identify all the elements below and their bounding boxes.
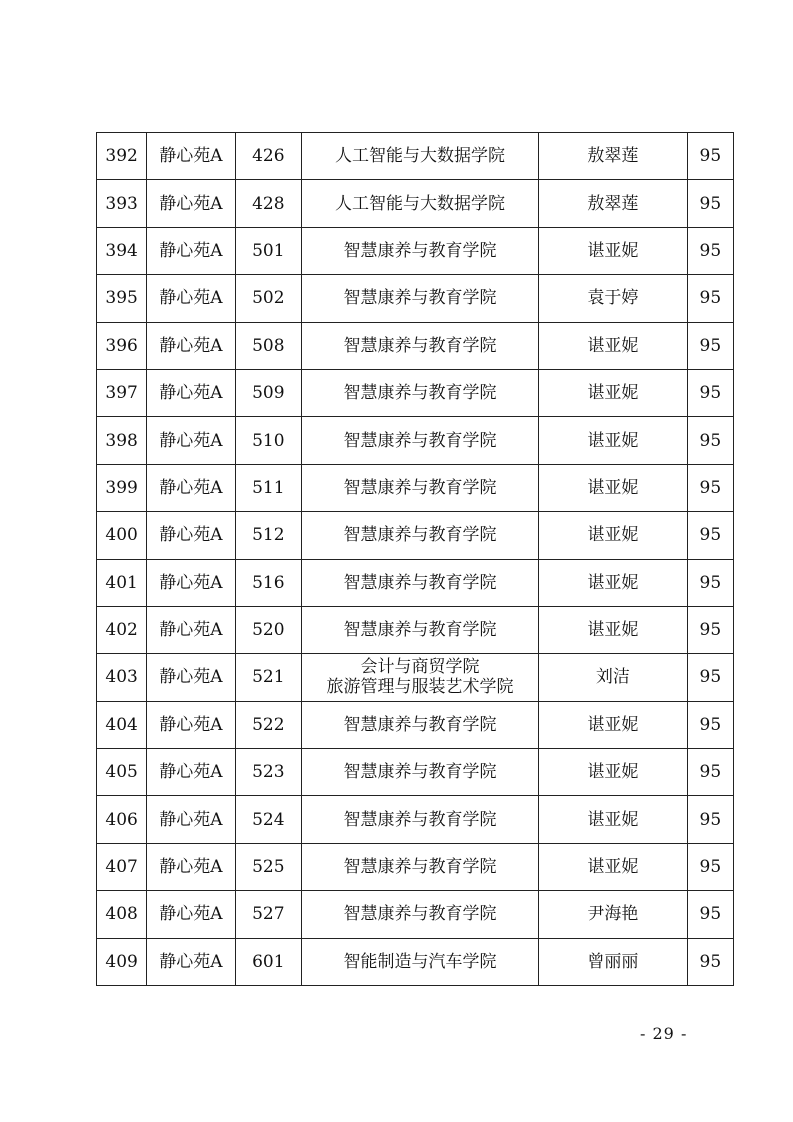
score-cell: 95 bbox=[687, 559, 733, 606]
row-number-cell: 392 bbox=[97, 133, 147, 180]
person-name-cell: 谌亚妮 bbox=[539, 701, 688, 748]
college-cell bbox=[301, 133, 538, 180]
dormitory-score-table bbox=[96, 132, 734, 986]
person-name-cell: 谌亚妮 bbox=[539, 749, 688, 796]
person-name-cell: 敖翠莲 bbox=[539, 180, 688, 227]
building-cell: 静心苑A bbox=[147, 464, 235, 511]
room-cell: 509 bbox=[235, 369, 301, 416]
row-number-cell: 397 bbox=[97, 369, 147, 416]
dormitory-score-table-wrapper bbox=[96, 132, 734, 986]
table-row bbox=[97, 417, 734, 464]
score-cell: 95 bbox=[687, 133, 733, 180]
room-cell: 512 bbox=[235, 512, 301, 559]
score-cell: 95 bbox=[687, 606, 733, 653]
row-number-cell: 401 bbox=[97, 559, 147, 606]
building-cell: 静心苑A bbox=[147, 369, 235, 416]
college-name: 智慧康养与教育学院 bbox=[343, 288, 497, 309]
college-cell bbox=[301, 796, 538, 843]
building-cell: 静心苑A bbox=[147, 512, 235, 559]
college-cell bbox=[301, 180, 538, 227]
room-cell: 502 bbox=[235, 275, 301, 322]
person-name-cell: 谌亚妮 bbox=[539, 559, 688, 606]
room-cell: 601 bbox=[235, 938, 301, 985]
room-cell: 501 bbox=[235, 227, 301, 274]
college-name: 智慧康养与教育学院 bbox=[343, 240, 497, 261]
person-name-cell: 谌亚妮 bbox=[539, 417, 688, 464]
score-cell: 95 bbox=[687, 512, 733, 559]
college-cell bbox=[301, 322, 538, 369]
row-number-cell: 394 bbox=[97, 227, 147, 274]
room-cell: 511 bbox=[235, 464, 301, 511]
room-cell: 428 bbox=[235, 180, 301, 227]
person-name-cell: 谌亚妮 bbox=[539, 464, 688, 511]
college-cell bbox=[301, 559, 538, 606]
table-row bbox=[97, 891, 734, 938]
room-cell: 508 bbox=[235, 322, 301, 369]
row-number-cell: 406 bbox=[97, 796, 147, 843]
table-row bbox=[97, 701, 734, 748]
building-cell: 静心苑A bbox=[147, 133, 235, 180]
table-row bbox=[97, 559, 734, 606]
person-name-cell: 谌亚妮 bbox=[539, 322, 688, 369]
row-number-cell: 396 bbox=[97, 322, 147, 369]
page-number: - 29 - bbox=[640, 1024, 688, 1043]
table-row bbox=[97, 227, 734, 274]
person-name-cell: 谌亚妮 bbox=[539, 843, 688, 890]
person-name-cell: 谌亚妮 bbox=[539, 512, 688, 559]
table-row bbox=[97, 606, 734, 653]
room-cell: 516 bbox=[235, 559, 301, 606]
college-name: 智慧康养与教育学院 bbox=[343, 572, 497, 593]
room-cell: 525 bbox=[235, 843, 301, 890]
building-cell: 静心苑A bbox=[147, 559, 235, 606]
college-name: 智慧康养与教育学院 bbox=[343, 477, 497, 498]
building-cell: 静心苑A bbox=[147, 796, 235, 843]
college-cell bbox=[301, 227, 538, 274]
row-number-cell: 400 bbox=[97, 512, 147, 559]
room-cell: 426 bbox=[235, 133, 301, 180]
building-cell: 静心苑A bbox=[147, 701, 235, 748]
row-number-cell: 402 bbox=[97, 606, 147, 653]
table-row bbox=[97, 843, 734, 890]
table-row bbox=[97, 133, 734, 180]
person-name-cell: 刘洁 bbox=[539, 654, 688, 701]
row-number-cell: 404 bbox=[97, 701, 147, 748]
college-cell bbox=[301, 417, 538, 464]
row-number-cell: 407 bbox=[97, 843, 147, 890]
table-body bbox=[97, 133, 734, 986]
college-name: 智慧康养与教育学院 bbox=[343, 857, 497, 878]
college-name: 智慧康养与教育学院 bbox=[343, 620, 497, 641]
room-cell: 520 bbox=[235, 606, 301, 653]
building-cell: 静心苑A bbox=[147, 180, 235, 227]
college-cell bbox=[301, 938, 538, 985]
college-cell bbox=[301, 464, 538, 511]
table-row bbox=[97, 796, 734, 843]
row-number-cell: 405 bbox=[97, 749, 147, 796]
table-row bbox=[97, 464, 734, 511]
college-name: 人工智能与大数据学院 bbox=[334, 146, 505, 167]
college-name: 智慧康养与教育学院 bbox=[343, 525, 497, 546]
row-number-cell: 395 bbox=[97, 275, 147, 322]
score-cell: 95 bbox=[687, 891, 733, 938]
row-number-cell: 393 bbox=[97, 180, 147, 227]
row-number-cell: 399 bbox=[97, 464, 147, 511]
person-name-cell: 袁于婷 bbox=[539, 275, 688, 322]
room-cell: 521 bbox=[235, 654, 301, 701]
college-name: 智慧康养与教育学院 bbox=[343, 762, 497, 783]
college-name: 智能制造与汽车学院 bbox=[343, 951, 497, 972]
person-name-cell: 谌亚妮 bbox=[539, 227, 688, 274]
person-name-cell: 敖翠莲 bbox=[539, 133, 688, 180]
college-name: 旅游管理与服装艺术学院 bbox=[326, 677, 514, 698]
table-row bbox=[97, 749, 734, 796]
college-cell bbox=[301, 654, 538, 701]
college-cell bbox=[301, 891, 538, 938]
score-cell: 95 bbox=[687, 843, 733, 890]
person-name-cell: 尹海艳 bbox=[539, 891, 688, 938]
score-cell: 95 bbox=[687, 369, 733, 416]
person-name-cell: 谌亚妮 bbox=[539, 369, 688, 416]
college-name: 会计与商贸学院 bbox=[360, 657, 480, 678]
score-cell: 95 bbox=[687, 938, 733, 985]
person-name-cell: 谌亚妮 bbox=[539, 796, 688, 843]
college-name: 智慧康养与教育学院 bbox=[343, 430, 497, 451]
table-row bbox=[97, 180, 734, 227]
college-cell bbox=[301, 749, 538, 796]
table-row bbox=[97, 275, 734, 322]
building-cell: 静心苑A bbox=[147, 417, 235, 464]
building-cell: 静心苑A bbox=[147, 275, 235, 322]
row-number-cell: 408 bbox=[97, 891, 147, 938]
college-cell bbox=[301, 701, 538, 748]
college-name: 智慧康养与教育学院 bbox=[343, 335, 497, 356]
college-cell bbox=[301, 512, 538, 559]
person-name-cell: 曾丽丽 bbox=[539, 938, 688, 985]
room-cell: 522 bbox=[235, 701, 301, 748]
building-cell: 静心苑A bbox=[147, 322, 235, 369]
table-row bbox=[97, 654, 734, 701]
building-cell: 静心苑A bbox=[147, 891, 235, 938]
score-cell: 95 bbox=[687, 322, 733, 369]
score-cell: 95 bbox=[687, 654, 733, 701]
college-name: 人工智能与大数据学院 bbox=[334, 193, 505, 214]
college-name: 智慧康养与教育学院 bbox=[343, 904, 497, 925]
college-cell bbox=[301, 606, 538, 653]
score-cell: 95 bbox=[687, 749, 733, 796]
college-cell bbox=[301, 369, 538, 416]
room-cell: 510 bbox=[235, 417, 301, 464]
college-name: 智慧康养与教育学院 bbox=[343, 383, 497, 404]
score-cell: 95 bbox=[687, 275, 733, 322]
row-number-cell: 409 bbox=[97, 938, 147, 985]
table-row bbox=[97, 369, 734, 416]
table-row bbox=[97, 938, 734, 985]
row-number-cell: 398 bbox=[97, 417, 147, 464]
score-cell: 95 bbox=[687, 227, 733, 274]
score-cell: 95 bbox=[687, 180, 733, 227]
college-name: 智慧康养与教育学院 bbox=[343, 714, 497, 735]
room-cell: 524 bbox=[235, 796, 301, 843]
college-cell bbox=[301, 275, 538, 322]
table-row bbox=[97, 512, 734, 559]
score-cell: 95 bbox=[687, 796, 733, 843]
person-name-cell: 谌亚妮 bbox=[539, 606, 688, 653]
building-cell: 静心苑A bbox=[147, 843, 235, 890]
building-cell: 静心苑A bbox=[147, 654, 235, 701]
college-cell bbox=[301, 843, 538, 890]
score-cell: 95 bbox=[687, 464, 733, 511]
score-cell: 95 bbox=[687, 701, 733, 748]
building-cell: 静心苑A bbox=[147, 227, 235, 274]
college-name: 智慧康养与教育学院 bbox=[343, 809, 497, 830]
building-cell: 静心苑A bbox=[147, 749, 235, 796]
building-cell: 静心苑A bbox=[147, 606, 235, 653]
table-row bbox=[97, 322, 734, 369]
building-cell: 静心苑A bbox=[147, 938, 235, 985]
score-cell: 95 bbox=[687, 417, 733, 464]
room-cell: 527 bbox=[235, 891, 301, 938]
row-number-cell: 403 bbox=[97, 654, 147, 701]
room-cell: 523 bbox=[235, 749, 301, 796]
